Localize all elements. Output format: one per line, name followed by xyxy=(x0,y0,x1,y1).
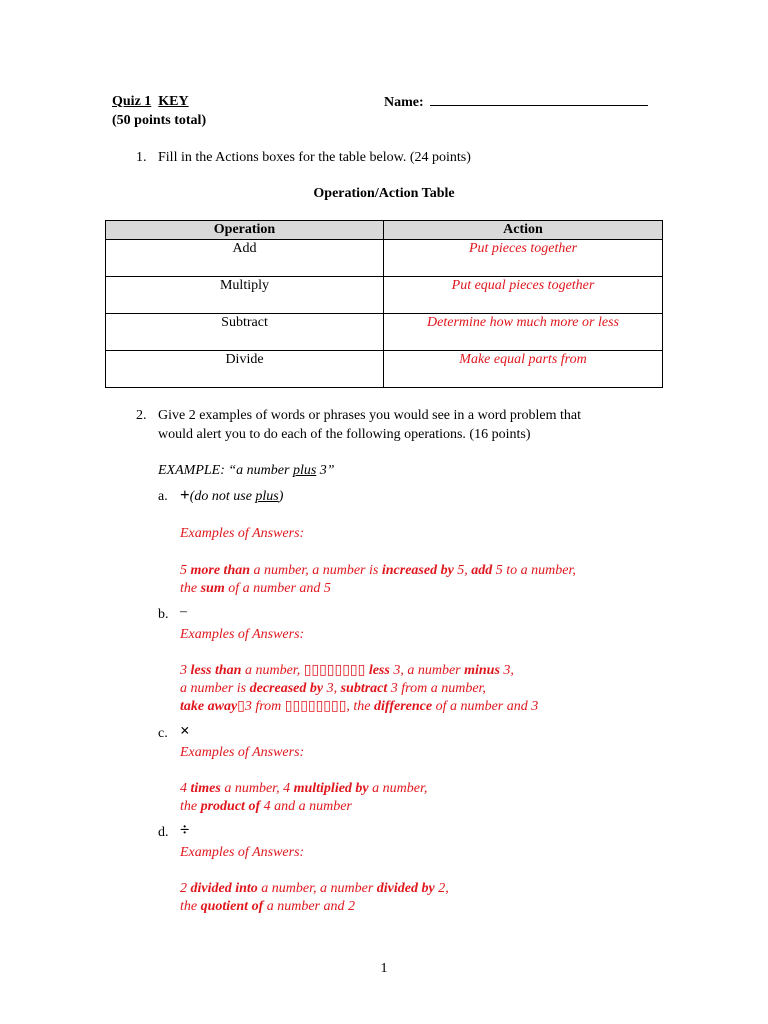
answer-text: a number, 4 xyxy=(220,781,294,796)
part-d-answer-line1 xyxy=(180,880,449,898)
operation-cell: Divide xyxy=(106,351,384,388)
table-row xyxy=(106,277,663,314)
answer-text: 3 xyxy=(180,663,191,678)
answer-keyword: more than xyxy=(190,563,251,578)
part-b-examples-heading: Examples of Answers: xyxy=(180,627,305,642)
answer-text: 4 and a number xyxy=(260,799,352,814)
part-c-answer-line1 xyxy=(180,780,427,798)
part-d-answer-line2 xyxy=(180,898,355,916)
name-label: Name: xyxy=(384,95,424,110)
column-header-operation: Operation xyxy=(106,221,384,240)
answer-text: the xyxy=(180,581,201,596)
operation-action-table xyxy=(105,220,663,388)
answer-text: ▯3 from ▯▯▯▯▯▯▯▯, the xyxy=(237,699,375,714)
part-c-letter: c. xyxy=(158,726,168,741)
table-row xyxy=(106,314,663,351)
answer-text: 3, a number xyxy=(389,663,465,678)
part-c-answer-line2 xyxy=(180,798,352,816)
answer-keyword: product of xyxy=(200,799,261,814)
column-header-action: Action xyxy=(384,221,663,240)
part-a-examples-heading: Examples of Answers: xyxy=(180,526,305,541)
q2-prompt-line2: would alert you to do each of the following operations. (16 points) xyxy=(158,427,531,442)
table-row xyxy=(106,240,663,277)
answer-keyword: subtract xyxy=(340,681,388,696)
example-prefix: EXAMPLE: “a number xyxy=(158,463,293,478)
part-b-letter: b. xyxy=(158,607,169,622)
answer-text: 5, xyxy=(453,563,472,578)
table-row xyxy=(106,351,663,388)
answer-text: a number and 2 xyxy=(263,899,356,914)
part-a-note-suffix: ) xyxy=(278,489,284,504)
part-d-letter: d. xyxy=(158,825,169,840)
q1-number: 1. xyxy=(136,150,147,165)
answer-text: 3 from a number, xyxy=(387,681,486,696)
quiz-label: Quiz 1 xyxy=(112,94,152,109)
quiz-title xyxy=(112,93,189,111)
answer-keyword: increased by xyxy=(381,563,454,578)
answer-text: a number, xyxy=(368,781,428,796)
answer-text: 5 to a number, xyxy=(492,563,576,578)
answer-text: a number, ▯▯▯▯▯▯▯▯ xyxy=(241,663,369,678)
points-total: (50 points total) xyxy=(112,113,207,128)
times-symbol: × xyxy=(180,721,190,740)
example-line xyxy=(158,462,335,480)
answer-keyword: minus xyxy=(464,663,500,678)
answer-text: a number, a number is xyxy=(250,563,382,578)
answer-keyword: divided by xyxy=(376,881,435,896)
table-header-row xyxy=(106,221,663,240)
answer-text: 2, xyxy=(434,881,449,896)
action-cell: Put pieces together xyxy=(384,240,663,277)
example-suffix: 3” xyxy=(316,463,335,478)
part-a-letter: a. xyxy=(158,489,168,504)
answer-keyword: less than xyxy=(190,663,242,678)
answer-text: 3, xyxy=(499,663,514,678)
answer-text: of a number and 5 xyxy=(224,581,331,596)
answer-text: 2 xyxy=(180,881,191,896)
q2-prompt-line1: Give 2 examples of words or phrases you would see in a word problem that xyxy=(158,408,582,423)
answer-text: a number is xyxy=(180,681,250,696)
part-d-examples-heading: Examples of Answers: xyxy=(180,845,305,860)
plus-symbol: + xyxy=(180,485,190,504)
answer-text: 4 xyxy=(180,781,191,796)
answer-keyword: times xyxy=(190,781,221,796)
answer-text: 5 xyxy=(180,563,191,578)
part-a-note-prefix: (do not use xyxy=(189,489,256,504)
q2-number: 2. xyxy=(136,408,147,423)
operation-cell: Subtract xyxy=(106,314,384,351)
table-title: Operation/Action Table xyxy=(313,186,455,201)
part-b-answer-line3 xyxy=(180,698,538,716)
key-label: KEY xyxy=(158,94,189,109)
answer-keyword: multiplied by xyxy=(293,781,369,796)
part-a-note-keyword: plus xyxy=(255,489,279,504)
divide-symbol: ÷ xyxy=(180,820,190,839)
answer-text: a number, a number xyxy=(257,881,377,896)
answer-text: of a number and 3 xyxy=(432,699,539,714)
action-cell: Make equal parts from xyxy=(384,351,663,388)
answer-keyword: decreased by xyxy=(249,681,324,696)
answer-keyword: take away xyxy=(180,699,238,714)
answer-keyword: less xyxy=(368,663,390,678)
answer-text: the xyxy=(180,899,201,914)
part-b-answer-line1 xyxy=(180,662,514,680)
answer-keyword: difference xyxy=(374,699,433,714)
part-a-header xyxy=(180,486,283,506)
operation-cell: Add xyxy=(106,240,384,277)
action-cell: Put equal pieces together xyxy=(384,277,663,314)
answer-text: the xyxy=(180,799,201,814)
answer-keyword: quotient of xyxy=(200,899,264,914)
action-cell: Determine how much more or less xyxy=(384,314,663,351)
part-b-answer-line2 xyxy=(180,680,486,698)
name-blank-line xyxy=(430,93,648,106)
operation-cell: Multiply xyxy=(106,277,384,314)
part-a-answer-line1 xyxy=(180,562,576,580)
answer-keyword: sum xyxy=(200,581,225,596)
answer-text: 3, xyxy=(323,681,341,696)
name-field xyxy=(384,93,648,112)
part-a-answer-line2 xyxy=(180,580,331,598)
minus-symbol: – xyxy=(180,604,187,619)
answer-keyword: add xyxy=(471,563,493,578)
part-c-examples-heading: Examples of Answers: xyxy=(180,745,305,760)
example-keyword: plus xyxy=(292,463,317,478)
page-number: 1 xyxy=(380,961,388,976)
q1-prompt: Fill in the Actions boxes for the table below. (24 points) xyxy=(158,150,471,165)
answer-keyword: divided into xyxy=(190,881,258,896)
